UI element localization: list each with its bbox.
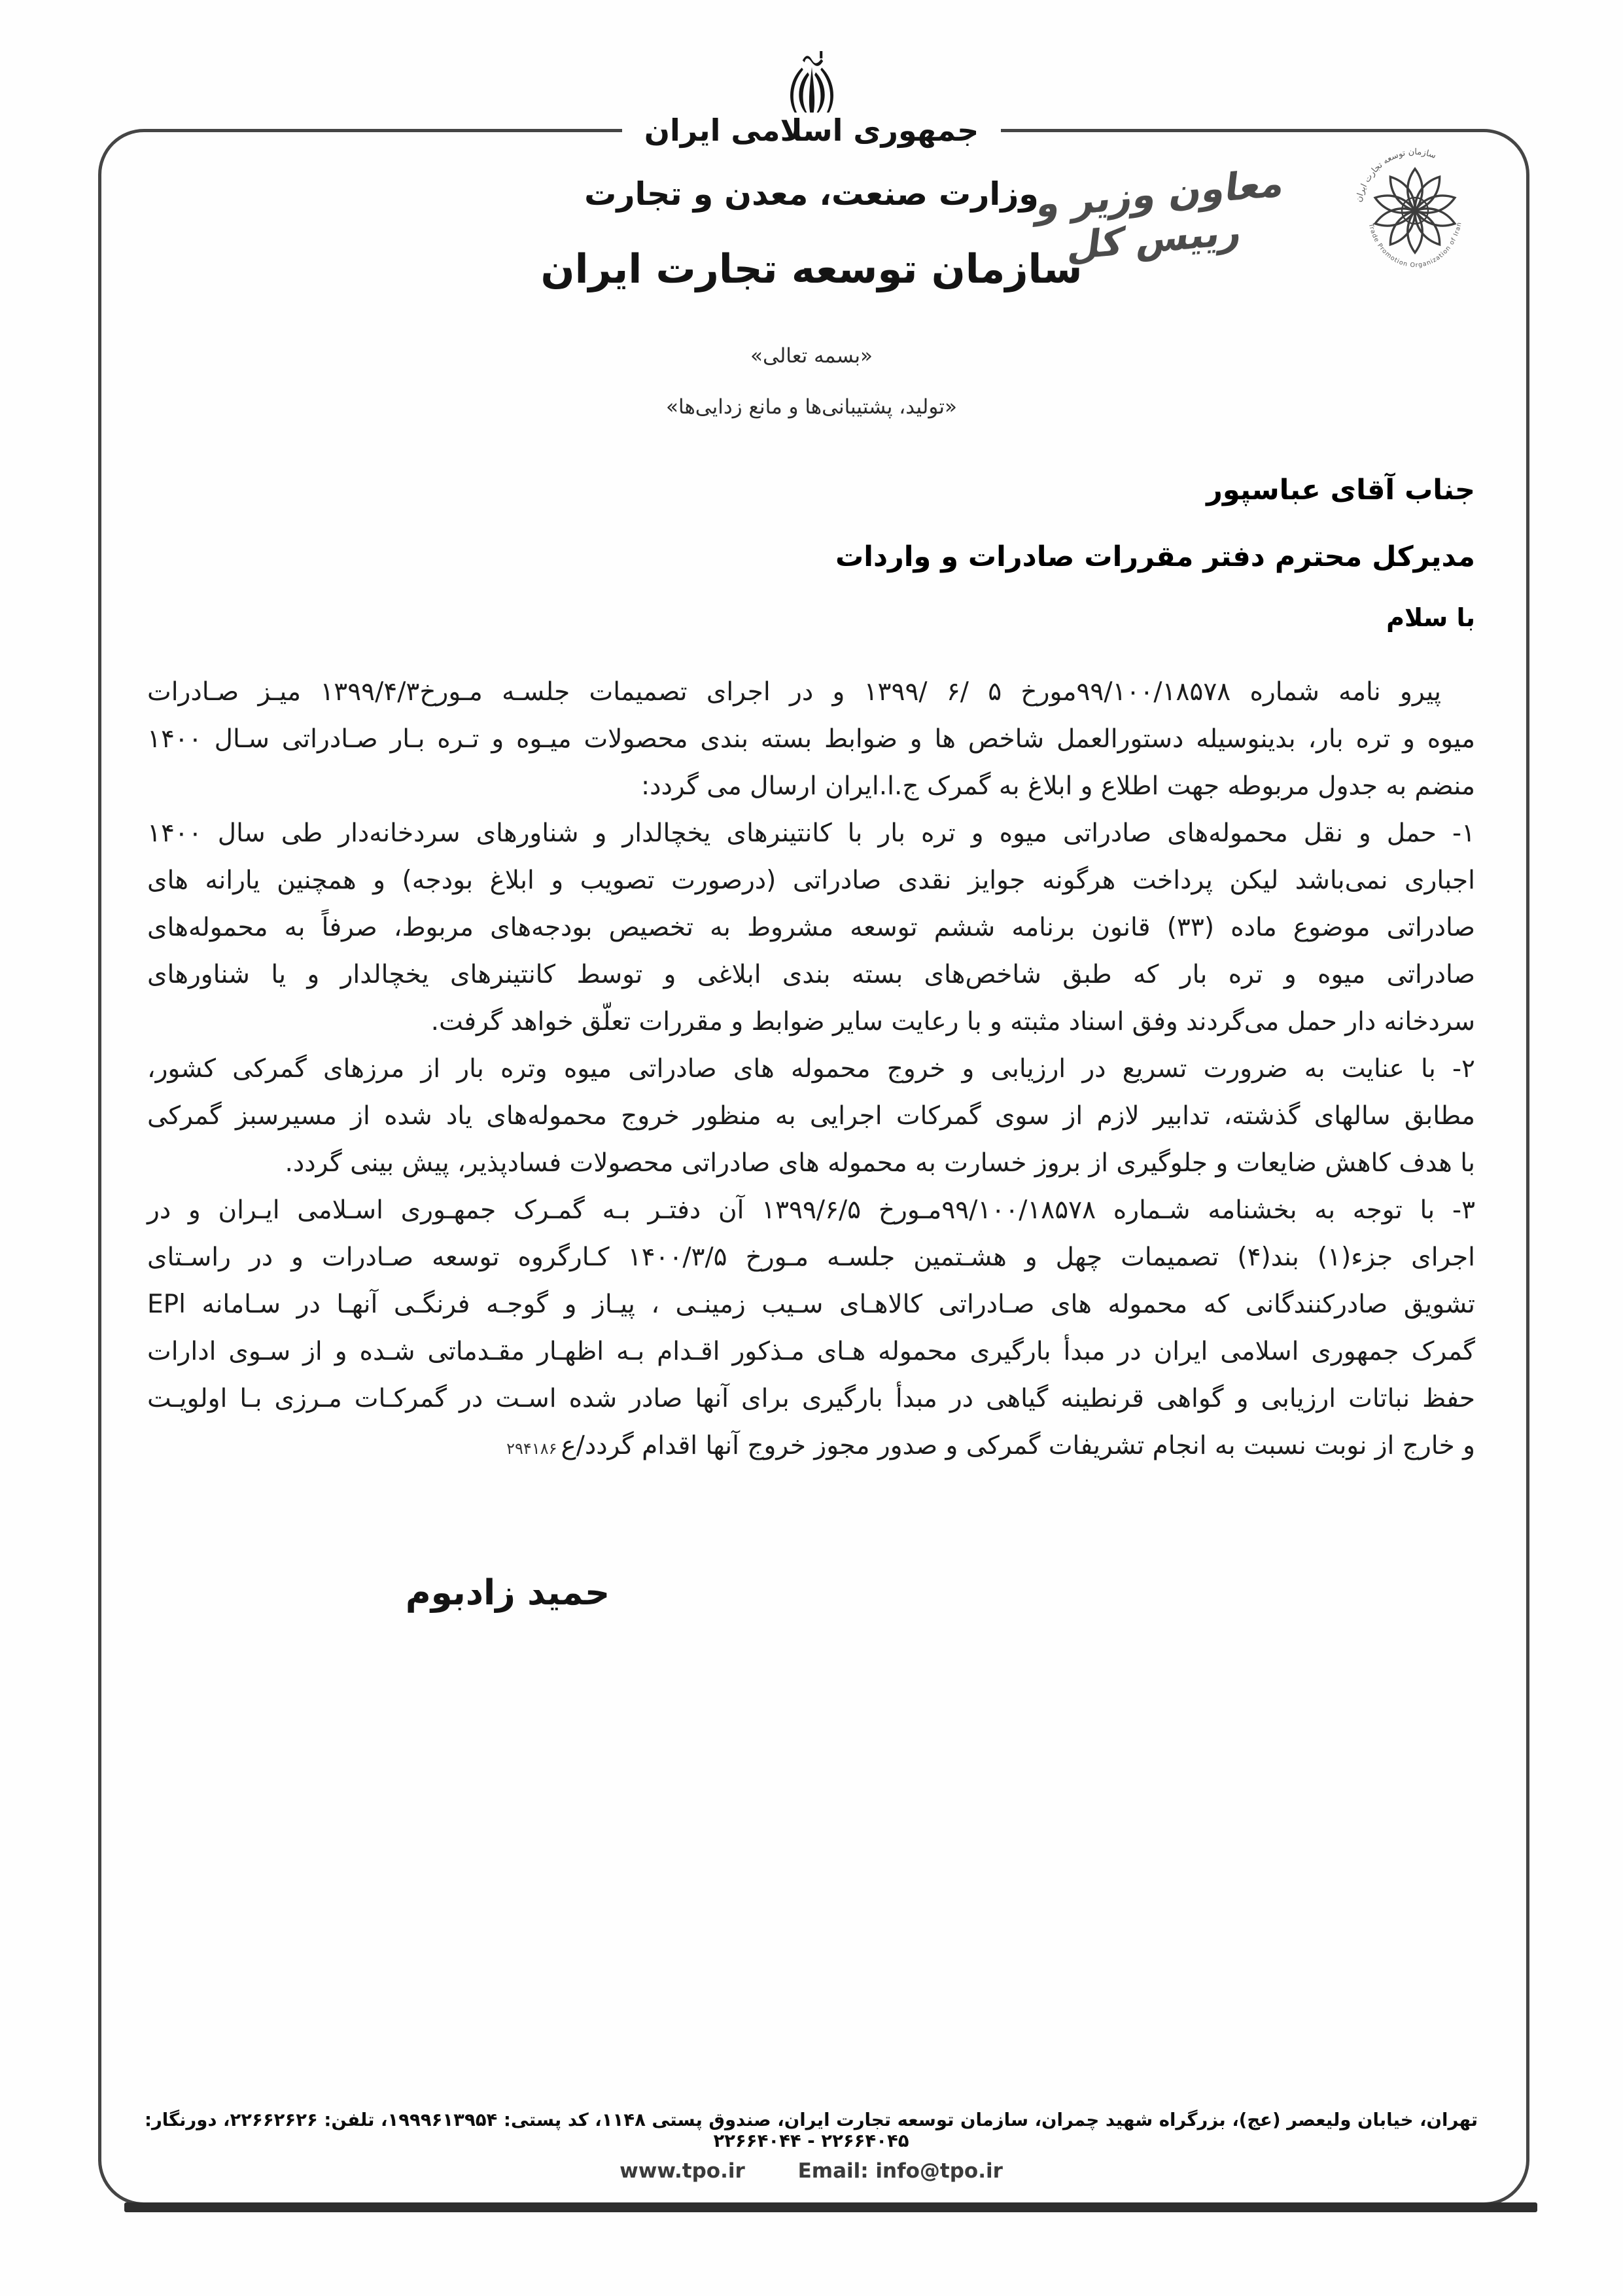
body-line: پیرو نامه شماره ۹۹/۱۰۰/۱۸۵۷۸مورخ ۵ /۶ /۱۳۹۹ و در اجرای تصمیمات جلسـه مـورخ۱۳۹۹/۴/۳ میـز صـادرات [147,677,1441,707]
letterhead-organization-text: سازمان توسعه تجارت ایران [519,246,1105,292]
body-line: تشویق صادرکنندگانی که محموله های صـادراتی کالاهـای سـیب زمینـی ، پیـاز و گوجـه فرنگـی آنهـا در سـامانه EPl [147,1290,1475,1319]
body-line: صادراتی موضوع ماده (۳۳) قانون برنامه ششم توسعه مشروط به تخصیص بودجه‌های مربوط، صرفاً به محموله‌های [147,913,1475,942]
body-line: با هدف کاهش ضایعات و جلوگیری از بروز خسارت به محموله های صادراتی محصولات فسادپذیر، پیش بینی گردد. [285,1148,1475,1178]
footer-email: Email: info@tpo.ir [797,2159,1003,2183]
body-line: ۲- با عنایت به ضرورت تسریع در ارزیابی و خروج محموله های صادراتی میوه وتره بار از مرزهای گمرکی کشور، [147,1054,1475,1084]
stamp-fa-text: سازمان توسعه تجارت ایران [1353,147,1438,203]
deputy-handwritten-note: معاون وزیر و رییس کل [1034,160,1287,269]
recipient-title: مدیرکل محترم دفتر مقررات صادرات و واردات [835,540,1475,573]
year-motto-line: «تولید، پشتیبانی‌ها و مانع زدایی‌ها» [666,395,957,419]
signature-name: حمید زادبوم [405,1573,610,1613]
reference-number: ۲۹۴۱۸۶ [506,1439,557,1458]
body-line: ۳- با توجه به بخشنامه شـماره ۹۹/۱۰۰/۱۸۵۷۸مـورخ ۱۳۹۹/۶/۵ آن دفتـر بـه گمـرک جمهـوری اسـلامی ایـران و در [147,1195,1476,1225]
body-line: اجباری نمی‌باشد لیکن پرداخت هرگونه جوایز نقدی صادراتی (درصورت تصویب و ابلاغ بودجه) و همچنین یارانه های [147,866,1475,895]
svg-text:Trade Promotion Organization o [1367,221,1463,269]
body-line: ۱- حمل و نقل محموله‌های صادراتی میوه و تره بار با کانتینرهای یخچالدار و شناورهای سردخانه‌دار طی سال ۱۴۰۰ [147,819,1475,848]
body-line: گمرک جمهوری اسلامی ایران در مبدأ بارگیری محموله هـای مـذکور اقـدام بـه اظهـار مقـدماتی شـده و از سـوی ادارات [147,1337,1475,1366]
footer-website: www.tpo.ir [620,2159,745,2183]
body-line: اجرای جزء(۱) بند(۴) تصمیمات چهل و هشـتمین جلسـه مـورخ ۱۴۰۰/۳/۵ کـارگروه توسعه صـادرات و در راسـتای [147,1243,1476,1272]
recipient-block [835,474,1475,632]
tpo-stamp-icon [1346,137,1484,288]
body-line: صادراتی میوه و تره بار که طبق شاخص‌های بسته بندی ابلاغی و توسط کانتینرهای یخچالدار و یا شناورهای [147,960,1475,989]
recipient-name: جناب آقای عباسپور [1206,474,1475,506]
stamp-en-text: Trade Promotion Organization of Iran [1367,221,1463,270]
footer-address: تهران، خیابان ولیعصر (عج)، بزرگراه شهید چمران، سازمان توسعه تجارت ایران، صندوق پستی ۱۱۴۸، کد پستی: ۱۹۹۹۶۱۳۹۵۴، تلفن: ۲۲۶۶۲۶۲۶، دورنگار: ۲۲۶۶۴۰۴۵ - ۲۲۶۶۴۰۴۴ [144,2110,1478,2151]
body-line: و خارج از نوبت نسبت به انجام تشریفات گمرکی و صدور مجوز خروج آنها اقدام گردد/ع۲۹۴۱۸۶ [506,1431,1475,1460]
letterhead-country-text: جمهوری اسلامی ایران [622,113,1002,148]
invocation-line: «بسمه تعالی» [750,344,873,368]
body-line: سردخانه دار حمل می‌گردند وفق اسناد مثبته و با رعایت سایر ضوابط و مقررات تعلّق خواهد گرفت. [430,1007,1475,1036]
salutation: با سلام [1386,603,1475,632]
body-line: حفظ نباتات ارزیابی و گواهی قرنطینه گیاهی در مبدأ بارگیری برای آنها صادر شده اسـت در گمرکـات مـرزی بـا اولویـت [147,1384,1475,1413]
footer-links [111,2159,1511,2183]
letterhead-ministry-text: وزارت صنعت، معدن و تجارت [562,175,1061,213]
body-line: میوه و تره بار، بدینوسیله دستورالعمل شاخص ها و ضوابط بسته بندی محصولات میـوه و تـره بـار صـادراتی سـال ۱۴۰۰ [147,724,1475,754]
body-line: مطابق سالهای گذشته، تدابیر لازم از سوی گمرکات اجرایی به منظور خروج محموله‌های یاد شده از مسیرسبز گمرکی [147,1101,1475,1131]
frame-bottom-shadow [124,2202,1537,2212]
body-line: منضم به جدول مربوطه جهت اطلاع و ابلاغ به گمرک ج.ا.ایران ارسال می گردد: [640,771,1475,801]
letter-body [147,669,1475,1470]
